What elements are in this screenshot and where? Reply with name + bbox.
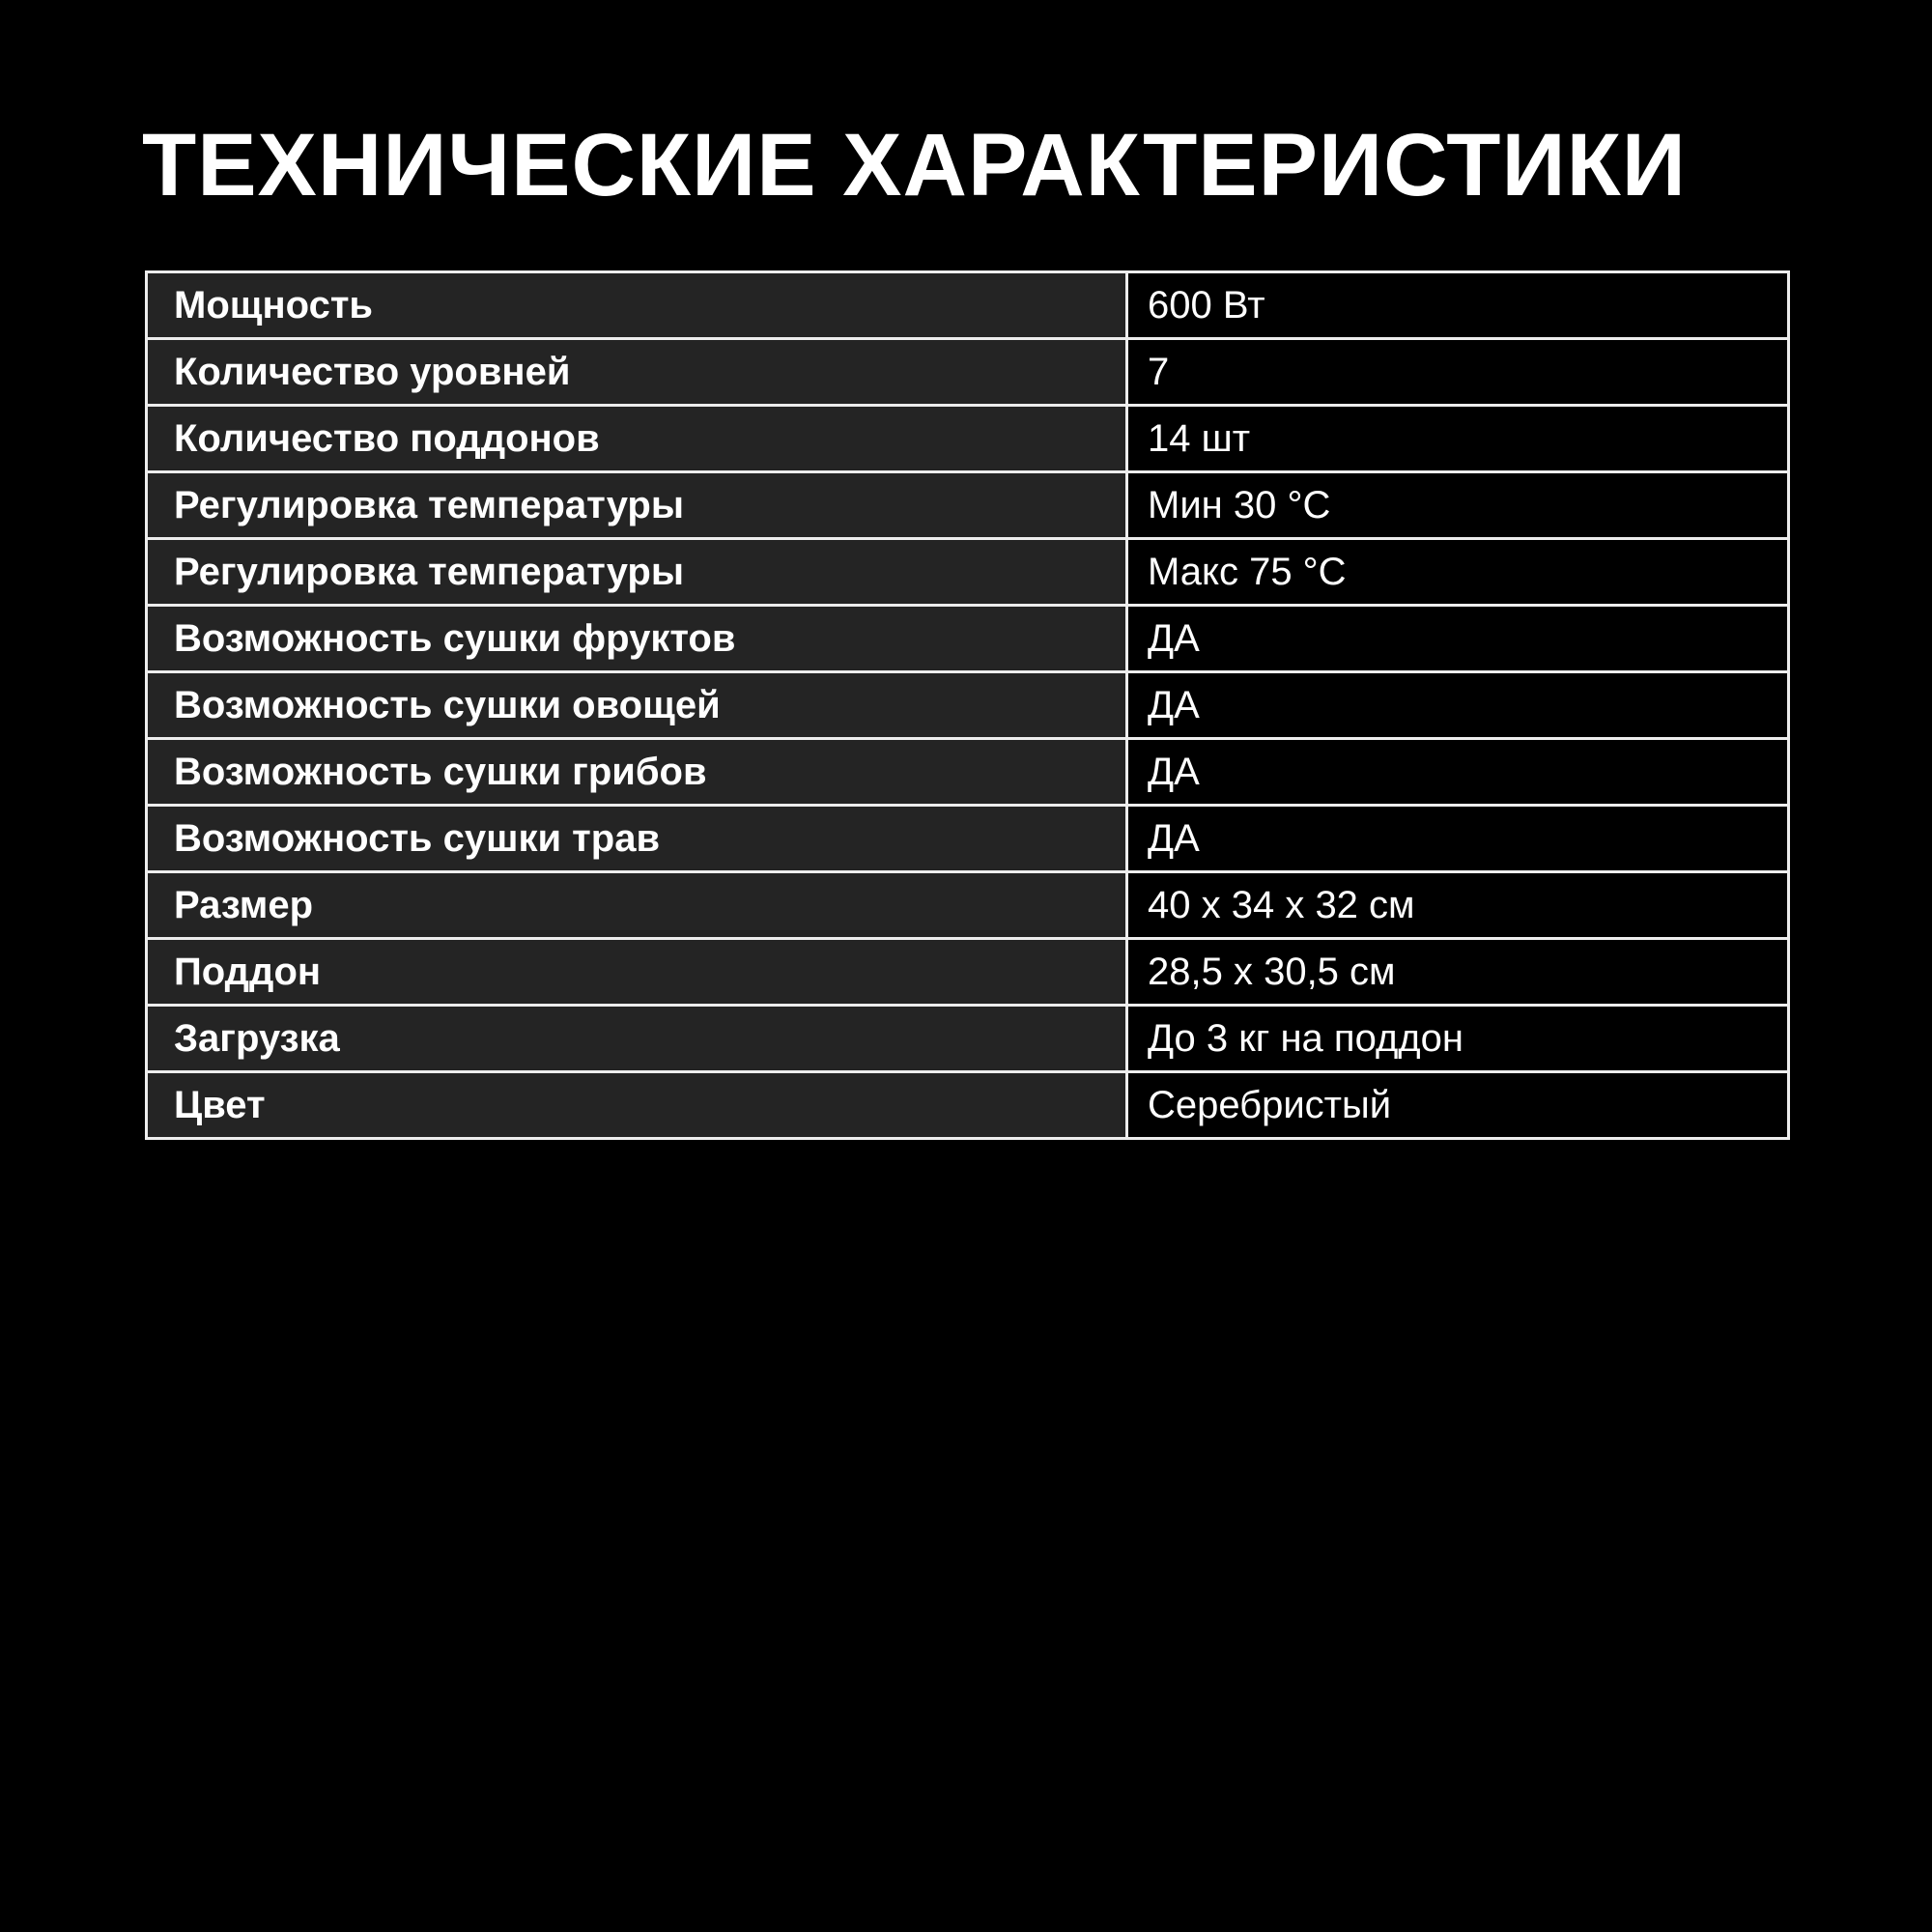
table-row	[147, 472, 1789, 539]
spec-value: 28,5 х 30,5 см	[1127, 939, 1789, 1006]
spec-label: Регулировка температуры	[147, 539, 1127, 606]
spec-value: 40 х 34 х 32 см	[1127, 872, 1789, 939]
spec-value: 600 Вт	[1127, 272, 1789, 339]
table-row	[147, 1072, 1789, 1139]
spec-value: Серебристый	[1127, 1072, 1789, 1139]
spec-label: Количество уровней	[147, 339, 1127, 406]
spec-value: ДА	[1127, 672, 1789, 739]
spec-label: Размер	[147, 872, 1127, 939]
table-row	[147, 739, 1789, 806]
spec-value: 14 шт	[1127, 406, 1789, 472]
spec-label: Возможность сушки фруктов	[147, 606, 1127, 672]
spec-label: Возможность сушки грибов	[147, 739, 1127, 806]
spec-label: Загрузка	[147, 1006, 1127, 1072]
spec-label: Цвет	[147, 1072, 1127, 1139]
spec-value: ДА	[1127, 806, 1789, 872]
table-row	[147, 672, 1789, 739]
table-row	[147, 1006, 1789, 1072]
spec-value: До 3 кг на поддон	[1127, 1006, 1789, 1072]
page-title: ТЕХНИЧЕСКИЕ ХАРАКТЕРИСТИКИ	[142, 116, 1687, 214]
table-row	[147, 606, 1789, 672]
table-row	[147, 806, 1789, 872]
spec-value: ДА	[1127, 606, 1789, 672]
table-row	[147, 872, 1789, 939]
table-row	[147, 406, 1789, 472]
spec-label: Поддон	[147, 939, 1127, 1006]
spec-value: Макс 75 °C	[1127, 539, 1789, 606]
spec-label: Мощность	[147, 272, 1127, 339]
spec-value: ДА	[1127, 739, 1789, 806]
table-row	[147, 939, 1789, 1006]
spec-value: 7	[1127, 339, 1789, 406]
spec-label: Количество поддонов	[147, 406, 1127, 472]
spec-label: Возможность сушки трав	[147, 806, 1127, 872]
spec-label: Возможность сушки овощей	[147, 672, 1127, 739]
table-row	[147, 272, 1789, 339]
table-row	[147, 339, 1789, 406]
spec-label: Регулировка температуры	[147, 472, 1127, 539]
specs-table-body	[147, 272, 1789, 1139]
table-row	[147, 539, 1789, 606]
specs-table	[145, 270, 1790, 1140]
spec-value: Мин 30 °C	[1127, 472, 1789, 539]
